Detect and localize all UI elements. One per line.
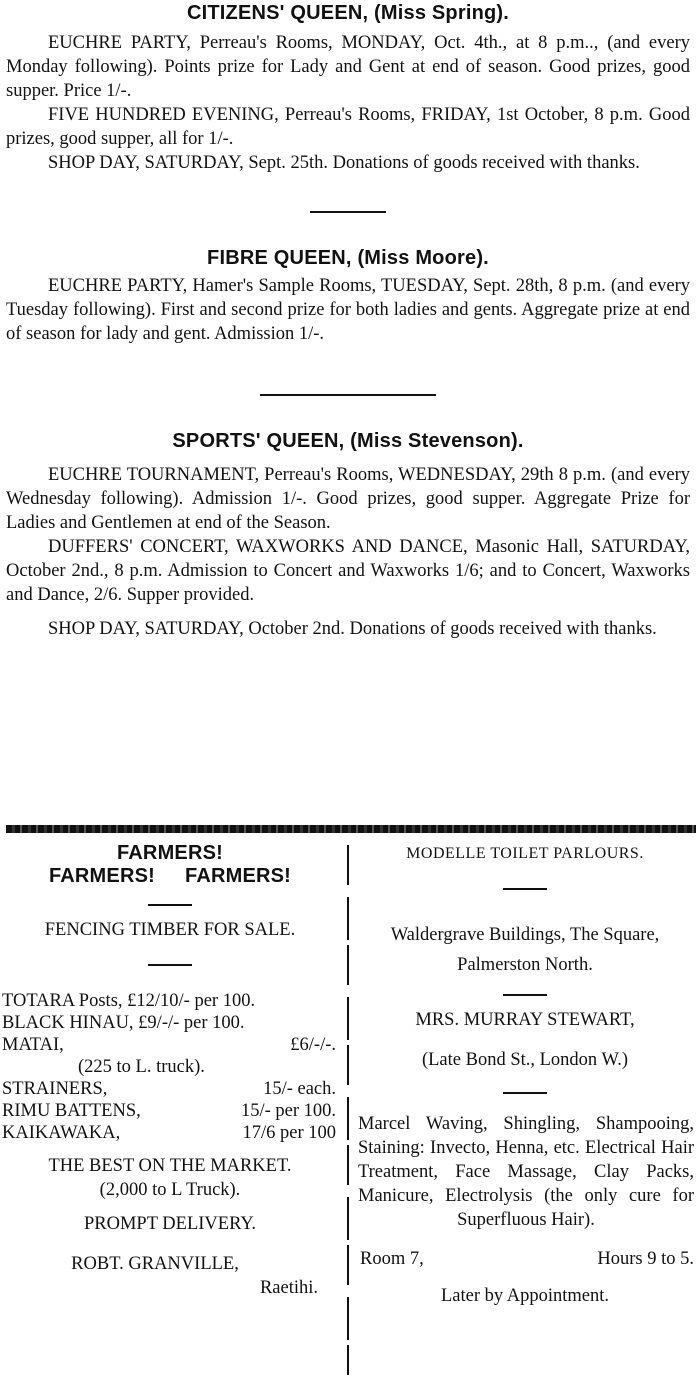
modelle-address: Waldergrave Buildings, The Square,: [390, 925, 660, 945]
sports-duffers-concert-notice: DUFFERS' CONCERT, WAXWORKS AND DANCE, Masonic Hall, SATURDAY, October 2nd., 8 p.m. Admission to Concert and Waxworks 1/6; and to Concert, Waxworks and Dance, 2/6. Supper provided.: [6, 537, 690, 605]
best-on-market: THE BEST ON THE MARKET.: [48, 1156, 292, 1176]
price-item: KAIKAWAKA,: [2, 1123, 121, 1143]
column-rule: [6, 825, 696, 833]
price-row: [2, 990, 336, 1012]
sports-queen-heading: SPORTS' QUEEN, (Miss Stevenson).: [172, 430, 524, 452]
price-item: TOTARA Posts, £12/10/- per 100.: [2, 991, 256, 1011]
price-row: [2, 1100, 336, 1122]
column-divider: [347, 845, 349, 1375]
fencing-subheading: FENCING TIMBER FOR SALE.: [44, 920, 296, 940]
truck-note: (2,000 to L Truck).: [99, 1180, 241, 1200]
timber-price-list: [0, 990, 340, 1144]
sports-shop-day-notice: SHOP DAY, SATURDAY, October 2nd. Donations of goods received with thanks.: [48, 619, 657, 639]
farmers-advertisement: [0, 842, 340, 1300]
farmers-heading: FARMERS!: [48, 865, 155, 887]
price-row: [2, 1056, 336, 1078]
farmers-heading: FARMERS!: [116, 842, 224, 864]
divider: [148, 964, 192, 966]
price-row: [2, 1122, 336, 1144]
divider: [503, 888, 547, 890]
farmers-heading: FARMERS!: [185, 865, 292, 887]
citizens-shop-day-notice: SHOP DAY, SATURDAY, Sept. 25th. Donations of goods received with thanks.: [48, 153, 640, 173]
price-row: [2, 1078, 336, 1100]
price-value: £6/-/-.: [290, 1035, 336, 1055]
proprietor-late: (Late Bond St., London W.): [421, 1050, 629, 1070]
societies-column: [6, 0, 690, 641]
price-value: 15/- each.: [263, 1079, 336, 1099]
appointment-note: Later by Appointment.: [440, 1286, 609, 1306]
price-item: MATAI,: [2, 1035, 64, 1055]
citizens-queen-heading: CITIZENS' QUEEN, (Miss Spring).: [186, 2, 510, 24]
price-item: RIMU BATTENS,: [2, 1101, 141, 1121]
divider: [503, 994, 547, 996]
opening-hours: Hours 9 to 5.: [597, 1249, 694, 1269]
divider: [148, 904, 192, 906]
fibre-euchre-notice: EUCHRE PARTY, Hamer's Sample Rooms, TUESDAY, Sept. 28th, 8 p.m. (and every Tuesday following). First and second prize for both ladies and gents. Aggregate prize at end of season for lady and gent. Admission 1/-.: [6, 276, 690, 344]
proprietor-name: MRS. MURRAY STEWART,: [415, 1010, 635, 1030]
advertiser-name: ROBT. GRANVILLE,: [71, 1254, 239, 1274]
section-divider: [310, 211, 386, 213]
price-row: [2, 1012, 336, 1034]
price-item: STRAINERS,: [2, 1079, 108, 1099]
citizens-euchre-notice: EUCHRE PARTY, Perreau's Rooms, MONDAY, Oct. 4th., at 8 p.m.., (and every Monday following). Points prize for Lady and Gent at end of season. Good prizes, good supper. Price 1/-.: [6, 33, 690, 101]
price-item: BLACK HINAU, £9/-/- per 100.: [2, 1013, 245, 1033]
modelle-advertisement: [352, 842, 698, 1308]
fibre-queen-heading: FIBRE QUEEN, (Miss Moore).: [207, 247, 489, 269]
prompt-delivery: PROMPT DELIVERY.: [83, 1214, 257, 1234]
room-number: Room 7,: [360, 1249, 424, 1269]
room-hours: [352, 1248, 698, 1270]
modelle-heading: MODELLE TOILET PARLOURS.: [406, 845, 644, 862]
price-value: 17/6 per 100: [242, 1123, 336, 1143]
price-value: 15/- per 100.: [240, 1101, 336, 1121]
divider: [503, 1092, 547, 1094]
advertiser-place: Raetihi.: [259, 1278, 318, 1298]
farmers-heading-row: [0, 865, 340, 888]
services-list: Marcel Waving, Shingling, Shampooing, Staining: Invecto, Henna, etc. Electrical Hair Treatment, Face Massage, Clay Packs, Manicure, Electrolysis (the only cure for Superfluous Hair).: [358, 1114, 694, 1230]
sports-euchre-notice: EUCHRE TOURNAMENT, Perreau's Rooms, WEDNESDAY, 29th 8 p.m. (and every Wednesday following). Admission 1/-. Good prizes, good supper. Aggregate Prize for Ladies and Gentlemen at end of the Season.: [6, 465, 690, 533]
modelle-town: Palmerston North.: [457, 955, 593, 975]
section-divider: [260, 394, 436, 396]
price-item: (225 to L. truck).: [78, 1057, 205, 1077]
citizens-five-hundred-notice: FIVE HUNDRED EVENING, Perreau's Rooms, FRIDAY, 1st October, 8 p.m. Good prizes, good supper, all for 1/-.: [6, 105, 690, 149]
price-row: [2, 1034, 336, 1056]
